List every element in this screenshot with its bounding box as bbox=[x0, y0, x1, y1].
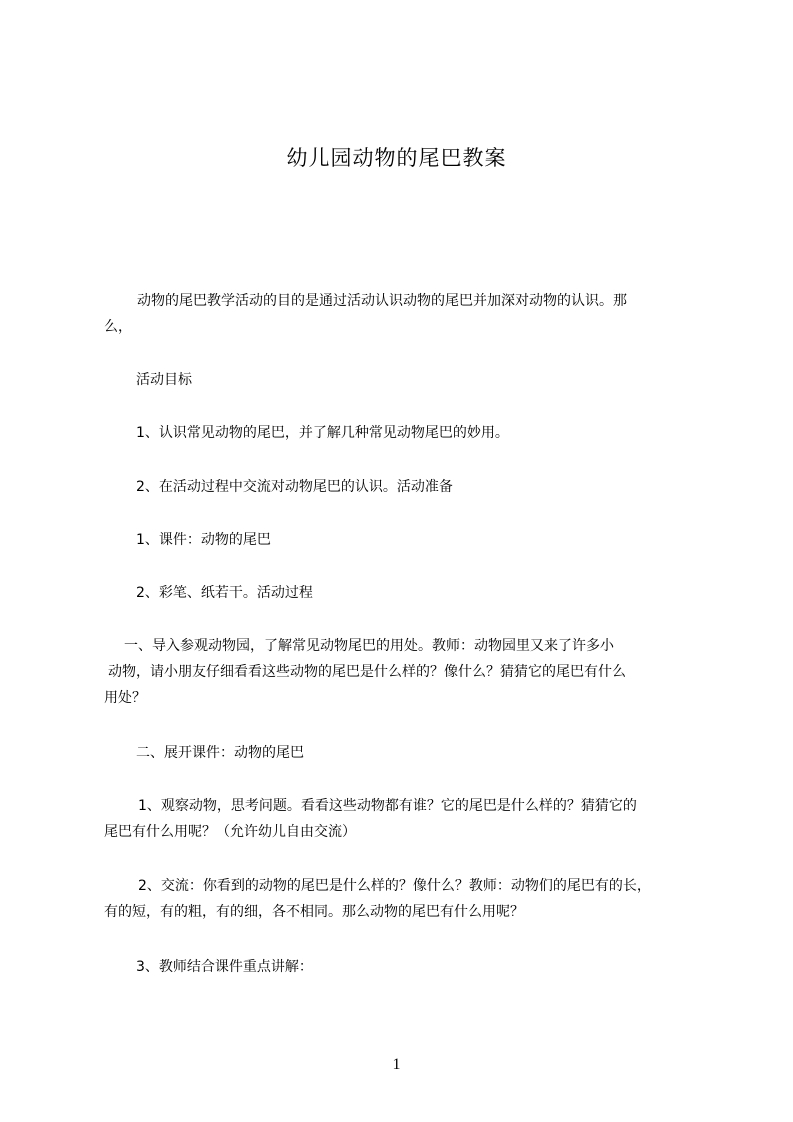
list-item-prep-2 bbox=[104, 580, 704, 606]
paragraph-line: 尾巴有什么用呢？（允许幼儿自由交流） bbox=[104, 824, 356, 840]
paragraph-line: 2、彩笔、纸若干。活动过程 bbox=[136, 585, 313, 601]
paragraph-exchange bbox=[104, 873, 704, 925]
paragraph-explain bbox=[104, 954, 704, 980]
page-number: 1 bbox=[392, 1056, 401, 1073]
paragraph-line: 2、交流：你看到的动物的尾巴是什么样的？像什么？教师：动物们的尾巴有的长， bbox=[138, 878, 651, 894]
paragraph-line: 1、认识常见动物的尾巴，并了解几种常见动物尾巴的妙用。 bbox=[136, 425, 509, 441]
section-heading-goals bbox=[104, 367, 704, 393]
paragraph-line: 2、在活动过程中交流对动物尾巴的认识。活动准备 bbox=[136, 479, 453, 495]
document-title: 幼儿园动物的尾巴教案 bbox=[286, 146, 507, 170]
paragraph-step-1 bbox=[104, 633, 704, 711]
paragraph-intro bbox=[104, 288, 704, 340]
paragraph-line: 3、教师结合课件重点讲解： bbox=[136, 959, 313, 975]
paragraph-line: 有的短，有的粗，有的细，各不相同。那么动物的尾巴有什么用呢？ bbox=[104, 904, 524, 920]
paragraph-line: 1、课件：动物的尾巴 bbox=[136, 532, 271, 548]
paragraph-line: 活动目标 bbox=[136, 372, 192, 388]
paragraph-line: 动物的尾巴教学活动的目的是通过活动认识动物的尾巴并加深对动物的认识。那 bbox=[137, 293, 627, 309]
list-item-goal-1 bbox=[104, 420, 704, 446]
paragraph-observe bbox=[104, 793, 704, 845]
list-item-goal-2 bbox=[104, 474, 704, 500]
paragraph-line: 么， bbox=[104, 319, 132, 335]
paragraph-step-2 bbox=[104, 740, 704, 766]
paragraph-line: 1、观察动物，思考问题。看看这些动物都有谁？它的尾巴是什么样的？猜猜它的 bbox=[138, 798, 637, 814]
paragraph-line: 二、展开课件：动物的尾巴 bbox=[136, 745, 304, 761]
paragraph-line: 用处？ bbox=[104, 690, 146, 706]
list-item-prep-1 bbox=[104, 527, 704, 553]
paragraph-line: 一、导入参观动物园，了解常见动物尾巴的用处。教师：动物园里又来了许多小 bbox=[124, 638, 614, 654]
paragraph-line: 动物，请小朋友仔细看看这些动物的尾巴是什么样的？像什么？猜猜它的尾巴有什么 bbox=[108, 664, 626, 680]
